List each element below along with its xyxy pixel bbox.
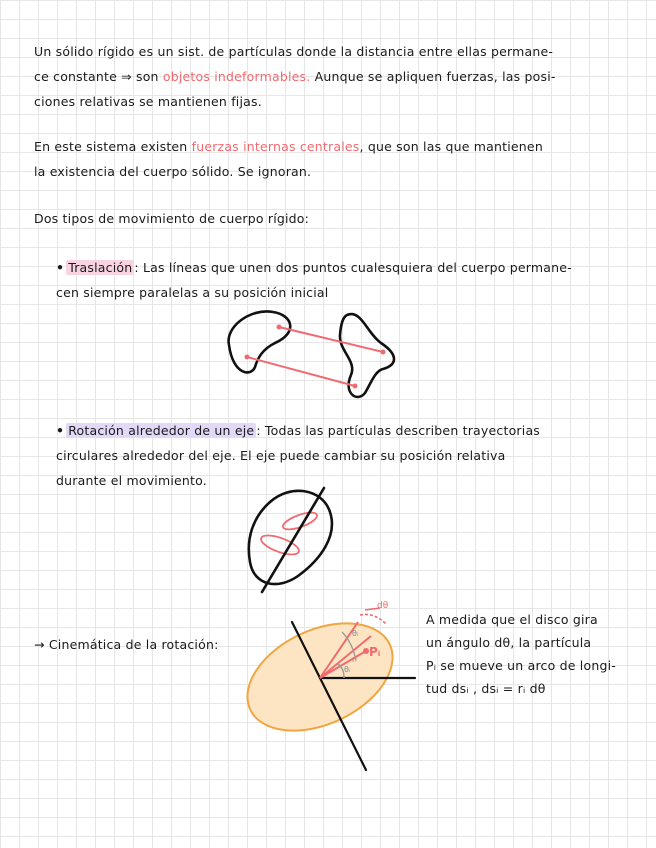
bullet-dot: •: [56, 260, 65, 275]
disk-rotation-figure: [240, 600, 420, 775]
translation-figure: [215, 305, 415, 405]
p1-line-2: ce constante ⇒ son objetos indeformables. Aunque se apliquen fuerzas, las posi-: [34, 69, 556, 84]
rotation-figure: [240, 482, 350, 597]
bullet-dot: •: [56, 423, 65, 438]
highlight-internal-forces: fuerzas internas centrales: [191, 139, 360, 154]
rigid-body-left: [229, 311, 291, 372]
cinematica-label: → Cinemática de la rotación:: [34, 637, 219, 652]
bullet-traslacion: • Traslación : Las líneas que unen dos puntos cualesquiera del cuerpo permane- cen siempre paralelas a su posición inicial: [56, 260, 572, 300]
label-r-i: rᵢ: [352, 655, 357, 664]
paragraph-internal-forces: [34, 134, 634, 184]
d-theta-arc: [360, 614, 386, 624]
highlight-indeformable: objetos indeformables.: [162, 69, 311, 84]
paragraph-solid-definition: [34, 39, 634, 114]
label-theta-outer: θᵢ: [352, 629, 359, 638]
label-d-theta: dθ: [377, 601, 389, 611]
parallel-line-top: [279, 327, 383, 352]
bullet-rotacion: • Rotación alrededor de un eje : Todas las partículas describen trayectorias circulares alrededor del eje. El eje puede cambiar su posición relativa durante el movimiento.: [56, 423, 541, 488]
term-rotacion: Rotación alrededor de un eje: [68, 423, 255, 438]
paragraph-motion-types: Dos tipos de movimiento de cuerpo rígido:: [34, 211, 310, 226]
parallel-line-bottom: [247, 357, 355, 386]
p1-line-3: ciones relativas se mantienen fijas.: [34, 94, 262, 109]
cinematica-explanation: A medida que el disco gira un ángulo dθ, la partícula Pᵢ se mueve un arco de longi- tud dsᵢ , dsᵢ = rᵢ dθ: [426, 612, 616, 696]
point-b1: [245, 355, 250, 360]
point-a1: [277, 325, 282, 330]
p2-line-1: En este sistema existen fuerzas internas centrales, que son las que mantienen: [34, 139, 543, 154]
rotation-axis: [262, 488, 324, 592]
point-a2: [381, 350, 386, 355]
label-particle: Pᵢ: [369, 645, 381, 659]
label-theta-inner: θᵢ: [344, 665, 351, 674]
p2-line-2: la existencia del cuerpo sólido. Se ignoran.: [34, 164, 312, 179]
point-b2: [353, 384, 358, 389]
term-traslacion: Traslación: [68, 260, 133, 275]
p1-line-1: Un sólido rígido es un sist. de partículas donde la distancia entre ellas permane-: [34, 44, 554, 59]
